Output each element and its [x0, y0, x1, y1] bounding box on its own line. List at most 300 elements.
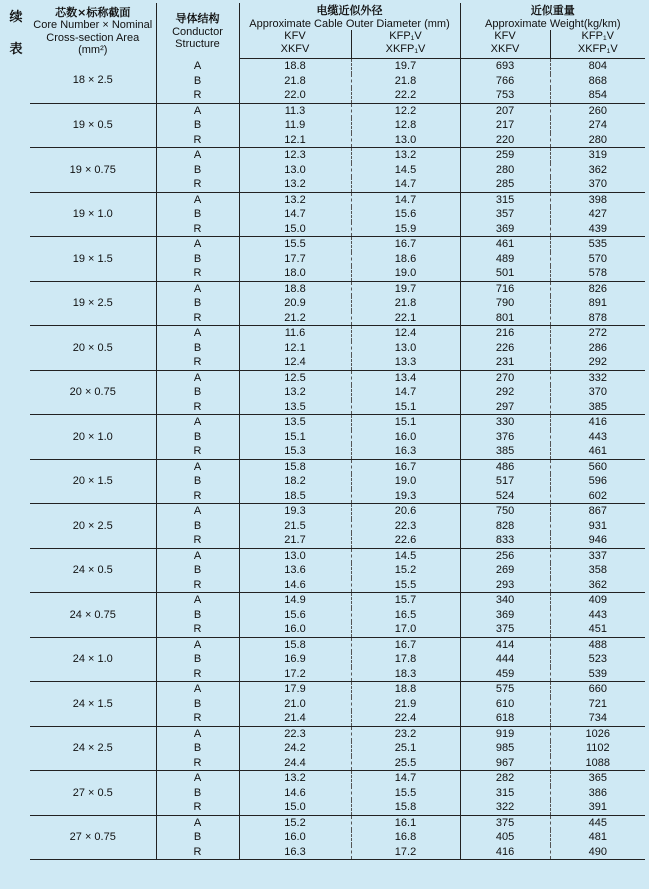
od-kfv-cell: 12.5	[239, 370, 351, 385]
header-od-kfp1v	[351, 30, 460, 59]
od-kfv-cell: 15.3	[239, 444, 351, 459]
od-kfp1v-cell: 14.7	[351, 771, 460, 786]
od-kfv-cell: 12.1	[239, 133, 351, 148]
header-conductor-en2: Structure	[175, 38, 220, 50]
od-kfv-cell: 14.6	[239, 786, 351, 801]
header-wt-kfp1v-a: KFP₁V	[581, 30, 614, 42]
conductor-cell: A	[156, 548, 239, 563]
wt-kfp1v-cell: 461	[550, 444, 645, 459]
spec-cell: 19 × 2.5	[30, 281, 156, 326]
wt-kfp1v-cell: 260	[588, 104, 607, 117]
wt-kfv-cell: 282	[460, 771, 550, 786]
table-row	[30, 326, 645, 341]
spec-cell: 24 × 1.5	[30, 682, 156, 727]
conductor-cell: A	[156, 192, 239, 207]
conductor-cell: B	[156, 830, 239, 845]
header-outer-diameter	[239, 3, 460, 30]
table-row	[30, 548, 645, 563]
od-kfv-cell: 22.3	[239, 726, 351, 741]
od-kfp1v-cell: 19.3	[351, 489, 460, 504]
od-kfp1v-cell: 22.2	[351, 88, 460, 103]
wt-kfv-cell: 217	[460, 118, 550, 133]
od-kfv-cell: 11.9	[239, 118, 351, 133]
spec-cell: 20 × 2.5	[30, 504, 156, 549]
conductor-cell: R	[156, 177, 239, 192]
wt-kfp1v-cell: 362	[588, 163, 607, 176]
wt-kfp1v-cell: 868	[588, 74, 607, 87]
wt-kfp1v-cell: 891	[588, 297, 607, 309]
od-kfp1v-cell: 23.2	[351, 726, 460, 741]
wt-kfp1v-cell: 274	[588, 119, 607, 131]
header-spec-en2: Cross-section Area	[46, 31, 140, 44]
conductor-cell: A	[156, 59, 239, 74]
spec-cell: 24 × 0.75	[30, 593, 156, 638]
od-kfp1v-cell: 14.7	[351, 385, 460, 400]
wt-kfv-cell: 293	[460, 578, 550, 593]
conductor-cell: A	[156, 682, 239, 697]
wt-kfp1v-cell: 358	[588, 564, 607, 576]
od-kfp1v-cell: 25.1	[351, 741, 460, 756]
header-spec-en1: Core Number × Nominal	[33, 19, 153, 32]
wt-kfp1v-cell: 867	[588, 505, 607, 517]
od-kfv-cell: 21.2	[239, 311, 351, 326]
od-kfv-cell: 13.5	[239, 400, 351, 415]
conductor-cell: A	[156, 726, 239, 741]
od-kfp1v-cell: 18.6	[351, 252, 460, 267]
wt-kfv-cell: 766	[460, 74, 550, 89]
wt-kfv-cell: 369	[460, 608, 550, 623]
conductor-cell: A	[156, 415, 239, 430]
od-kfp1v-cell: 13.4	[351, 370, 460, 385]
wt-kfp1v-cell: 488	[588, 638, 607, 651]
conductor-cell: B	[156, 652, 239, 667]
table-row	[30, 459, 645, 474]
od-kfp1v-cell: 15.5	[351, 578, 460, 593]
spec-cell: 20 × 1.0	[30, 415, 156, 460]
wt-kfp1v-cell: 439	[550, 222, 645, 237]
wt-kfv-cell: 618	[460, 711, 550, 726]
header-weight	[460, 3, 645, 30]
od-kfv-cell: 14.6	[239, 578, 351, 593]
od-kfv-cell: 14.9	[239, 593, 351, 608]
od-kfp1v-cell: 16.5	[351, 608, 460, 623]
conductor-cell: A	[156, 459, 239, 474]
spec-cell: 27 × 0.75	[30, 815, 156, 860]
wt-kfv-cell: 226	[460, 341, 550, 356]
conductor-cell: A	[156, 103, 239, 118]
wt-kfv-cell: 405	[460, 830, 550, 845]
wt-kfv-cell: 269	[460, 563, 550, 578]
conductor-cell: A	[156, 504, 239, 519]
conductor-cell: R	[156, 489, 239, 504]
spec-cell: 19 × 1.0	[30, 192, 156, 237]
wt-kfp1v-cell: 854	[550, 88, 645, 103]
od-kfv-cell: 13.0	[239, 548, 351, 563]
od-kfv-cell: 16.0	[239, 622, 351, 637]
od-kfv-cell: 11.3	[239, 103, 351, 118]
header-od-en: Approximate Cable Outer Diameter (mm)	[249, 17, 450, 30]
od-kfv-cell: 13.2	[239, 771, 351, 786]
wt-kfv-cell: 315	[460, 192, 550, 207]
conductor-cell: B	[156, 697, 239, 712]
continued-label-1: 续	[9, 10, 23, 25]
od-kfp1v-cell: 15.8	[351, 800, 460, 815]
conductor-cell: R	[156, 578, 239, 593]
table-header	[30, 3, 645, 59]
od-kfv-cell: 15.5	[239, 237, 351, 252]
od-kfv-cell: 18.2	[239, 474, 351, 489]
table-row	[30, 504, 645, 519]
od-kfv-cell: 12.4	[239, 355, 351, 370]
od-kfp1v-cell: 14.7	[351, 192, 460, 207]
conductor-cell: B	[156, 296, 239, 311]
wt-kfp1v-cell: 370	[588, 386, 607, 398]
wt-kfv-cell: 220	[460, 133, 550, 148]
wt-kfp1v-cell: 319	[588, 149, 607, 161]
od-kfv-cell: 13.5	[239, 415, 351, 430]
header-wt-cn: 近似重量	[530, 4, 575, 17]
conductor-cell: R	[156, 444, 239, 459]
od-kfv-cell: 17.7	[239, 252, 351, 267]
conductor-cell: R	[156, 756, 239, 771]
spec-cell: 27 × 0.5	[30, 771, 156, 816]
wt-kfp1v-cell: 386	[588, 786, 607, 799]
wt-kfp1v-cell: 280	[550, 133, 645, 148]
wt-kfv-cell: 315	[460, 786, 550, 801]
od-kfp1v-cell: 19.0	[351, 266, 460, 281]
wt-kfv-cell: 919	[460, 726, 550, 741]
wt-kfp1v-cell: 1088	[550, 756, 645, 771]
wt-kfv-cell: 259	[460, 148, 550, 163]
od-kfv-cell: 21.7	[239, 533, 351, 548]
header-od-kfv	[239, 30, 351, 59]
wt-kfp1v-cell: 451	[550, 622, 645, 637]
wt-kfp1v-cell: 332	[588, 371, 607, 384]
wt-kfp1v-cell: 391	[550, 800, 645, 815]
header-od-cn: 电缆近似外径	[316, 4, 383, 17]
wt-kfp1v-cell: 370	[550, 177, 645, 192]
od-kfv-cell: 24.4	[239, 756, 351, 771]
od-kfp1v-cell: 17.8	[351, 652, 460, 667]
od-kfv-cell: 12.1	[239, 341, 351, 356]
od-kfv-cell: 15.0	[239, 222, 351, 237]
wt-kfv-cell: 753	[460, 88, 550, 103]
od-kfv-cell: 17.2	[239, 667, 351, 682]
conductor-cell: R	[156, 533, 239, 548]
wt-kfp1v-cell: 734	[550, 711, 645, 726]
od-kfv-cell: 15.8	[239, 459, 351, 474]
spec-cell: 24 × 1.0	[30, 637, 156, 682]
wt-kfp1v-cell: 804	[588, 60, 607, 72]
conductor-cell: A	[156, 771, 239, 786]
spec-cell: 20 × 1.5	[30, 459, 156, 504]
od-kfp1v-cell: 22.1	[351, 311, 460, 326]
od-kfv-cell: 16.3	[239, 845, 351, 860]
conductor-cell: B	[156, 608, 239, 623]
header-conductor-en1: Conductor	[172, 25, 223, 38]
wt-kfp1v-cell: 337	[588, 549, 607, 562]
wt-kfv-cell: 517	[460, 474, 550, 489]
wt-kfv-cell: 489	[460, 252, 550, 267]
wt-kfv-cell: 292	[460, 385, 550, 400]
conductor-cell: A	[156, 326, 239, 341]
wt-kfv-cell: 414	[460, 637, 550, 652]
wt-kfp1v-cell: 443	[588, 430, 607, 443]
od-kfp1v-cell: 14.7	[351, 177, 460, 192]
od-kfv-cell: 15.2	[239, 815, 351, 830]
conductor-cell: A	[156, 637, 239, 652]
spec-cell: 20 × 0.5	[30, 326, 156, 371]
od-kfv-cell: 21.0	[239, 697, 351, 712]
conductor-cell: R	[156, 311, 239, 326]
conductor-cell: B	[156, 786, 239, 801]
od-kfv-cell: 21.4	[239, 711, 351, 726]
conductor-cell: A	[156, 148, 239, 163]
conductor-cell: B	[156, 163, 239, 178]
od-kfv-cell: 21.5	[239, 519, 351, 534]
od-kfp1v-cell: 18.8	[351, 682, 460, 697]
od-kfp1v-cell: 16.7	[351, 459, 460, 474]
wt-kfp1v-cell: 445	[588, 816, 607, 829]
wt-kfp1v-cell: 1026	[585, 727, 611, 740]
od-kfp1v-cell: 16.7	[351, 637, 460, 652]
header-od-kfp1v-a: KFP₁V	[389, 30, 422, 42]
conductor-cell: R	[156, 88, 239, 103]
od-kfp1v-cell: 16.0	[351, 430, 460, 445]
wt-kfv-cell: 524	[460, 489, 550, 504]
wt-kfp1v-cell: 878	[550, 311, 645, 326]
conductor-cell: A	[156, 237, 239, 252]
header-wt-en: Approximate Weight(kg/km)	[485, 17, 621, 30]
conductor-cell: B	[156, 430, 239, 445]
od-kfp1v-cell: 21.9	[351, 697, 460, 712]
od-kfv-cell: 13.0	[239, 163, 351, 178]
table-row	[30, 682, 645, 697]
table-body	[30, 59, 645, 860]
od-kfv-cell: 18.8	[239, 281, 351, 296]
header-spec-unit: (mm²)	[78, 44, 108, 57]
wt-kfv-cell: 207	[460, 103, 550, 118]
od-kfv-cell: 16.9	[239, 652, 351, 667]
wt-kfp1v-cell: 490	[550, 845, 645, 860]
od-kfv-cell: 21.8	[239, 74, 351, 89]
od-kfp1v-cell: 19.7	[351, 59, 460, 74]
od-kfp1v-cell: 13.2	[351, 148, 460, 163]
od-kfp1v-cell: 12.4	[351, 326, 460, 341]
spec-cell: 20 × 0.75	[30, 370, 156, 415]
wt-kfp1v-cell: 292	[550, 355, 645, 370]
table-row	[30, 771, 645, 786]
wt-kfv-cell: 270	[460, 370, 550, 385]
od-kfp1v-cell: 13.0	[351, 133, 460, 148]
od-kfp1v-cell: 17.0	[351, 622, 460, 637]
wt-kfv-cell: 575	[460, 682, 550, 697]
od-kfp1v-cell: 20.6	[351, 504, 460, 519]
wt-kfv-cell: 486	[460, 459, 550, 474]
wt-kfv-cell: 285	[460, 177, 550, 192]
od-kfv-cell: 22.0	[239, 88, 351, 103]
od-kfp1v-cell: 21.8	[351, 74, 460, 89]
od-kfv-cell: 16.0	[239, 830, 351, 845]
wt-kfv-cell: 610	[460, 697, 550, 712]
od-kfp1v-cell: 15.1	[351, 400, 460, 415]
table-row	[30, 281, 645, 296]
wt-kfv-cell: 385	[460, 444, 550, 459]
od-kfv-cell: 13.2	[239, 177, 351, 192]
conductor-cell: B	[156, 385, 239, 400]
od-kfp1v-cell: 15.2	[351, 563, 460, 578]
header-od-kfv-b: XKFV	[280, 42, 310, 55]
wt-kfp1v-cell: 1102	[585, 742, 610, 754]
wt-kfv-cell: 801	[460, 311, 550, 326]
od-kfp1v-cell: 15.7	[351, 593, 460, 608]
wt-kfv-cell: 375	[460, 622, 550, 637]
conductor-cell: A	[156, 370, 239, 385]
od-kfv-cell: 15.0	[239, 800, 351, 815]
wt-kfv-cell: 376	[460, 430, 550, 445]
wt-kfp1v-cell: 560	[588, 460, 607, 473]
wt-kfp1v-cell: 539	[550, 667, 645, 682]
table-row	[30, 637, 645, 652]
conductor-cell: B	[156, 563, 239, 578]
wt-kfv-cell: 461	[460, 237, 550, 252]
table-row	[30, 815, 645, 830]
od-kfp1v-cell: 15.5	[351, 786, 460, 801]
conductor-cell: R	[156, 266, 239, 281]
header-conductor	[156, 3, 239, 59]
wt-kfp1v-cell: 931	[588, 519, 607, 532]
table-row	[30, 192, 645, 207]
od-kfp1v-cell: 13.0	[351, 341, 460, 356]
wt-kfv-cell: 216	[460, 326, 550, 341]
wt-kfp1v-cell: 385	[550, 400, 645, 415]
od-kfv-cell: 14.7	[239, 207, 351, 222]
wt-kfp1v-cell: 523	[588, 653, 607, 665]
conductor-cell: B	[156, 341, 239, 356]
wt-kfv-cell: 340	[460, 593, 550, 608]
wt-kfp1v-cell: 398	[588, 193, 607, 206]
od-kfp1v-cell: 16.3	[351, 444, 460, 459]
od-kfp1v-cell: 14.5	[351, 548, 460, 563]
header-od-kfp1v-b: XKFP₁V	[385, 42, 426, 55]
cable-spec-table	[30, 3, 645, 860]
od-kfp1v-cell: 19.0	[351, 474, 460, 489]
od-kfp1v-cell: 25.5	[351, 756, 460, 771]
od-kfv-cell: 18.8	[239, 59, 351, 74]
continued-label-2: 表	[9, 42, 23, 57]
header-spec	[30, 3, 156, 59]
od-kfp1v-cell: 22.6	[351, 533, 460, 548]
od-kfp1v-cell: 16.1	[351, 815, 460, 830]
conductor-cell: R	[156, 622, 239, 637]
header-wt-kfv	[460, 30, 550, 59]
conductor-cell: B	[156, 519, 239, 534]
od-kfv-cell: 13.2	[239, 385, 351, 400]
wt-kfp1v-cell: 826	[588, 282, 607, 295]
wt-kfv-cell: 790	[460, 296, 550, 311]
spec-cell: 18 × 2.5	[30, 59, 156, 104]
conductor-cell: B	[156, 252, 239, 267]
wt-kfp1v-cell: 596	[588, 475, 607, 487]
wt-kfp1v-cell: 660	[588, 683, 607, 695]
wt-kfp1v-cell: 443	[588, 608, 607, 621]
wt-kfp1v-cell: 427	[588, 208, 607, 220]
header-wt-kfv-a: KFV	[494, 30, 516, 42]
od-kfp1v-cell: 14.5	[351, 163, 460, 178]
wt-kfv-cell: 693	[460, 59, 550, 74]
od-kfp1v-cell: 12.2	[351, 103, 460, 118]
conductor-cell: A	[156, 593, 239, 608]
wt-kfv-cell: 322	[460, 800, 550, 815]
wt-kfp1v-cell: 365	[588, 772, 607, 784]
wt-kfv-cell: 280	[460, 163, 550, 178]
spec-cell: 19 × 0.75	[30, 148, 156, 193]
conductor-cell: A	[156, 281, 239, 296]
conductor-cell: R	[156, 355, 239, 370]
header-wt-kfv-b: XKFV	[490, 42, 520, 55]
od-kfv-cell: 13.2	[239, 192, 351, 207]
wt-kfp1v-cell: 946	[550, 533, 645, 548]
table-row	[30, 148, 645, 163]
wt-kfp1v-cell: 570	[588, 252, 607, 265]
spec-cell: 24 × 2.5	[30, 726, 156, 771]
od-kfv-cell: 15.1	[239, 430, 351, 445]
od-kfp1v-cell: 15.1	[351, 415, 460, 430]
od-kfv-cell: 18.0	[239, 266, 351, 281]
conductor-cell: B	[156, 207, 239, 222]
header-od-kfv-a: KFV	[284, 30, 306, 42]
wt-kfv-cell: 231	[460, 355, 550, 370]
wt-kfp1v-cell: 602	[550, 489, 645, 504]
header-spec-cn: 芯数×标称截面	[55, 5, 131, 19]
wt-kfv-cell: 833	[460, 533, 550, 548]
od-kfp1v-cell: 13.3	[351, 355, 460, 370]
od-kfv-cell: 12.3	[239, 148, 351, 163]
wt-kfv-cell: 297	[460, 400, 550, 415]
header-wt-kfp1v-b: XKFP₁V	[577, 42, 618, 55]
od-kfv-cell: 13.6	[239, 563, 351, 578]
table-row	[30, 237, 645, 252]
wt-kfv-cell: 330	[460, 415, 550, 430]
conductor-cell: B	[156, 118, 239, 133]
wt-kfp1v-cell: 362	[550, 578, 645, 593]
wt-kfv-cell: 716	[460, 281, 550, 296]
od-kfv-cell: 20.9	[239, 296, 351, 311]
od-kfp1v-cell: 17.2	[351, 845, 460, 860]
od-kfp1v-cell: 18.3	[351, 667, 460, 682]
header-wt-kfp1v	[550, 30, 645, 59]
od-kfp1v-cell: 16.8	[351, 830, 460, 845]
wt-kfp1v-cell: 416	[588, 416, 607, 428]
wt-kfp1v-cell: 409	[588, 594, 607, 606]
od-kfp1v-cell: 16.7	[351, 237, 460, 252]
conductor-cell: R	[156, 800, 239, 815]
od-kfv-cell: 17.9	[239, 682, 351, 697]
od-kfp1v-cell: 21.8	[351, 296, 460, 311]
wt-kfv-cell: 501	[460, 266, 550, 281]
od-kfp1v-cell: 15.9	[351, 222, 460, 237]
conductor-cell: B	[156, 474, 239, 489]
conductor-cell: B	[156, 74, 239, 89]
table-row	[30, 370, 645, 385]
od-kfp1v-cell: 12.8	[351, 118, 460, 133]
wt-kfv-cell: 750	[460, 504, 550, 519]
conductor-cell: R	[156, 711, 239, 726]
wt-kfv-cell: 967	[460, 756, 550, 771]
od-kfp1v-cell: 15.6	[351, 207, 460, 222]
conductor-cell: R	[156, 845, 239, 860]
table-row	[30, 726, 645, 741]
